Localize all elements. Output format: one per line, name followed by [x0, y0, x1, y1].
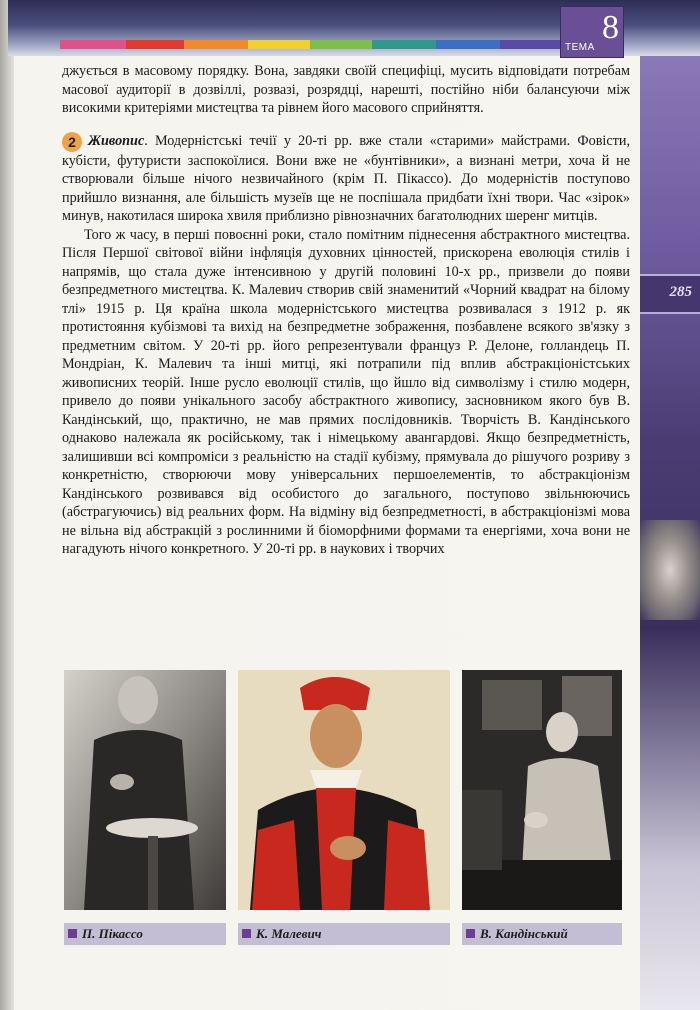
- paragraph-abstract-art: Того ж часу, в перші повоєнні роки, стало помітним піднесення абстрактного мистецтва. Після Першої світової війни інфляція духовних цінностей, прискорена еволюція стилів і напрямів, що стала дуже інтенсивною у другій половині 10-х рр., призвели до появи безпредметного мистецтва. К. Малевич створив свій знаменитий «Чорний квадрат на білому тлі» 1915 р. Ця країна школа модерністського мистецтва розвивалася з 1912 р. як протистояння кубізмові та вихід на безпредметне зображення, позбавлене всякого зв'язку з предметним світом. У 20-ті рр. його репрезентували француз Р. Делоне, голландець П. Мондріан, К. Малевич та інші митці, які потрапили під вплив абстракціоністських живописних теорій. Інше русло еволюції стилів, що йшло від символізму і стилю модерн, привело до появи унікального засобу абстрактного живопису, засновником якого був В. Кандінський, що, практично, не мав прямих послідовників. Творчість В. Кандінського однаково належала як російському, так і німецькому авангардові. Якщо безпредметність, залишивши всі компроміси з реальністю на стадії кубізму, прямувала до рішучого розриву з конкретністю, створюючи мову універсальних першоелементів, то абстракціонізм Кандінського розвивався від особистого до загального, поступово звільнюючись (абстрагуючись) від реальних форм. На відміну від безпредметності, в абстракціонізмі мова не вільна від абстракцій з рослинними й біоморфними формами та енергіями, хоча вони не нагадують нічого конкретного. У 20-ті рр. в наукових і творчих: [62, 226, 630, 557]
- header-color-strip-blue: [436, 40, 500, 49]
- sidebar-portrait: [640, 520, 700, 620]
- header-color-strip-pink: [60, 40, 126, 49]
- caption-malevich-text: К. Малевич: [256, 926, 322, 941]
- malevich-image: [238, 670, 450, 910]
- section-number-badge: 2: [62, 132, 82, 152]
- header-color-strip-green: [310, 40, 372, 49]
- caption-marker-icon: [466, 929, 475, 938]
- section-heading: Живопис: [88, 132, 145, 149]
- header-color-strip-red: [126, 40, 184, 49]
- topic-number: 8: [602, 9, 619, 46]
- caption-malevich: [238, 923, 450, 945]
- topic-label: ТЕМА: [565, 42, 595, 53]
- header-color-strip-yellow: [248, 40, 310, 49]
- header-color-strip-orange: [184, 40, 248, 49]
- photo-picasso: [64, 670, 226, 910]
- topic-badge: [560, 6, 624, 58]
- page-number: 285: [669, 284, 692, 300]
- paragraph-intro: джується в масовому порядку. Вона, завдяки своїй специфіці, мусить відповідати потребам масової аудиторії в дозвіллі, розвазі, розрядці, нарешті, постійно ніби балансуючи між високими критеріями мистецтва та рівнем його масового сприйняття.: [62, 63, 630, 116]
- kandinsky-image: [462, 670, 622, 910]
- caption-picasso: [64, 923, 226, 945]
- caption-kandinsky-text: В. Кандінський: [480, 926, 568, 941]
- caption-picasso-text: П. Пікассо: [82, 926, 143, 941]
- page-gutter-shadow: [0, 0, 14, 1010]
- caption-marker-icon: [68, 929, 77, 938]
- paragraph-painting-text: . Модерністські течії у 20-ті рр. вже стали «старими» майстрами. Фовісти, кубісти, футуристи заспокоїлися. Вони вже не «бунтівники», а визнані метри, хоча й не створювали більше нічого незвичайного (крім П. Пікассо). До модерністів поступово прийшло визнання, але більшість музеїв ще не поспішала придбати їхні твори. Час «зірок» минув, накотилася широка хвиля приблизно рівнозначних багатолюдних шеренг митців.: [62, 132, 630, 224]
- paragraph-painting: [62, 132, 630, 226]
- photo-kandinsky: [462, 670, 622, 910]
- caption-kandinsky: [462, 923, 622, 945]
- caption-marker-icon: [242, 929, 251, 938]
- header-color-strip-teal: [372, 40, 436, 49]
- body-text: [62, 62, 630, 559]
- photo-malevich: [238, 670, 450, 910]
- header-color-strip-indigo: [500, 40, 560, 49]
- page-number-tab: [640, 274, 700, 314]
- picasso-image: [64, 670, 226, 910]
